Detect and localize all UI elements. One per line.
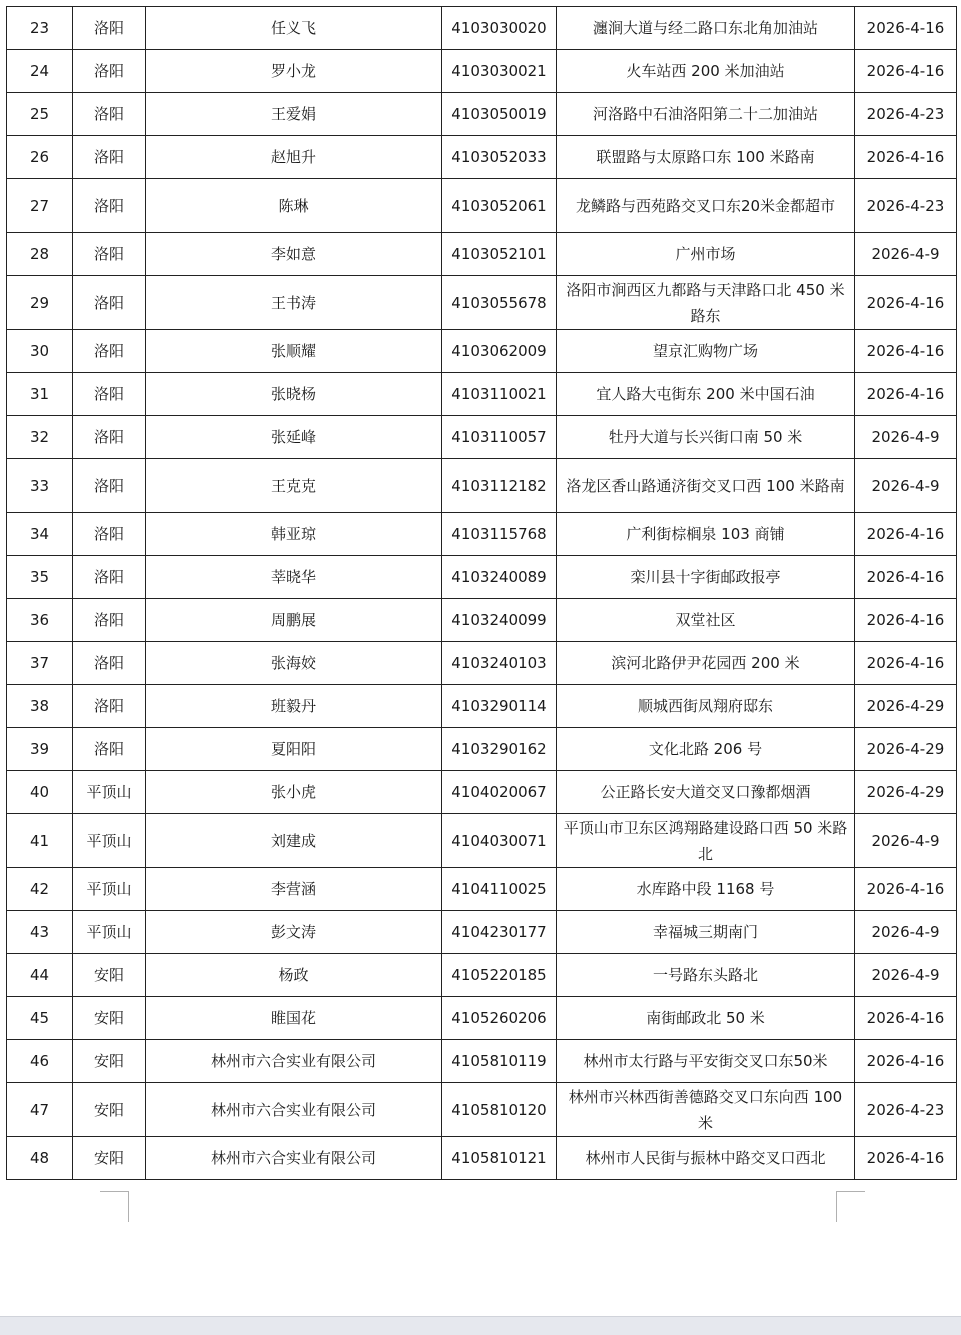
cell-code: 4103055678	[442, 276, 557, 330]
cell-date: 2026-4-16	[855, 50, 957, 93]
table-row	[7, 1040, 957, 1083]
cell-address: 林州市人民街与振林中路交叉口西北	[557, 1137, 855, 1180]
cell-number: 31	[7, 373, 73, 416]
table-row	[7, 330, 957, 373]
cell-date: 2026-4-9	[855, 233, 957, 276]
table-row	[7, 599, 957, 642]
cell-code: 4103110021	[442, 373, 557, 416]
retailer-table	[6, 6, 957, 1180]
cell-code: 4104230177	[442, 911, 557, 954]
cell-city: 平顶山	[73, 771, 146, 814]
cell-date: 2026-4-9	[855, 954, 957, 997]
cell-number: 34	[7, 513, 73, 556]
cell-date: 2026-4-16	[855, 7, 957, 50]
cell-name: 夏阳阳	[146, 728, 442, 771]
cell-name: 王书涛	[146, 276, 442, 330]
cell-name: 林州市六合实业有限公司	[146, 1083, 442, 1137]
cell-name: 张延峰	[146, 416, 442, 459]
cell-number: 38	[7, 685, 73, 728]
cell-city: 洛阳	[73, 50, 146, 93]
cell-city: 安阳	[73, 954, 146, 997]
cell-address: 滨河北路伊尹花园西 200 米	[557, 642, 855, 685]
cell-date: 2026-4-16	[855, 330, 957, 373]
cell-code: 4103110057	[442, 416, 557, 459]
cell-city: 洛阳	[73, 556, 146, 599]
cell-address: 双堂社区	[557, 599, 855, 642]
cell-number: 29	[7, 276, 73, 330]
table-row	[7, 93, 957, 136]
cell-code: 4103115768	[442, 513, 557, 556]
cell-name: 张顺耀	[146, 330, 442, 373]
cell-name: 林州市六合实业有限公司	[146, 1040, 442, 1083]
table-row	[7, 1137, 957, 1180]
cell-number: 46	[7, 1040, 73, 1083]
cell-address: 河洛路中石油洛阳第二十二加油站	[557, 93, 855, 136]
cell-code: 4104020067	[442, 771, 557, 814]
cell-number: 32	[7, 416, 73, 459]
cell-city: 安阳	[73, 997, 146, 1040]
cell-number: 42	[7, 868, 73, 911]
cell-date: 2026-4-29	[855, 685, 957, 728]
cell-city: 洛阳	[73, 373, 146, 416]
table-row	[7, 556, 957, 599]
cell-code: 4103240089	[442, 556, 557, 599]
cell-number: 35	[7, 556, 73, 599]
cell-address: 宜人路大屯街东 200 米中国石油	[557, 373, 855, 416]
cell-city: 洛阳	[73, 416, 146, 459]
cell-address: 牡丹大道与长兴街口南 50 米	[557, 416, 855, 459]
cell-date: 2026-4-9	[855, 911, 957, 954]
cell-city: 平顶山	[73, 814, 146, 868]
cell-city: 洛阳	[73, 728, 146, 771]
cell-address: 洛龙区香山路通济街交叉口西 100 米路南	[557, 459, 855, 513]
cell-city: 平顶山	[73, 868, 146, 911]
cell-name: 王克克	[146, 459, 442, 513]
cell-name: 睢国花	[146, 997, 442, 1040]
cell-name: 陈琳	[146, 179, 442, 233]
cell-city: 洛阳	[73, 136, 146, 179]
cell-city: 安阳	[73, 1083, 146, 1137]
cell-code: 4103062009	[442, 330, 557, 373]
cell-city: 洛阳	[73, 513, 146, 556]
cell-address: 公正路长安大道交叉口豫都烟酒	[557, 771, 855, 814]
cell-code: 4103050019	[442, 93, 557, 136]
cell-code: 4105220185	[442, 954, 557, 997]
table-row	[7, 136, 957, 179]
cell-number: 48	[7, 1137, 73, 1180]
table-row	[7, 642, 957, 685]
table-row	[7, 276, 957, 330]
cell-date: 2026-4-16	[855, 1137, 957, 1180]
cell-address: 文化北路 206 号	[557, 728, 855, 771]
cell-number: 43	[7, 911, 73, 954]
cell-code: 4103290114	[442, 685, 557, 728]
cell-name: 张晓杨	[146, 373, 442, 416]
cell-address: 一号路东头路北	[557, 954, 855, 997]
cell-code: 4103030020	[442, 7, 557, 50]
cell-date: 2026-4-23	[855, 179, 957, 233]
page-corner-mark-left	[100, 1191, 129, 1222]
table-row	[7, 416, 957, 459]
table-row	[7, 50, 957, 93]
cell-city: 洛阳	[73, 93, 146, 136]
cell-date: 2026-4-16	[855, 642, 957, 685]
cell-name: 张海姣	[146, 642, 442, 685]
cell-address: 联盟路与太原路口东 100 米路南	[557, 136, 855, 179]
cell-number: 44	[7, 954, 73, 997]
cell-date: 2026-4-9	[855, 416, 957, 459]
cell-city: 洛阳	[73, 685, 146, 728]
cell-number: 23	[7, 7, 73, 50]
cell-name: 李如意	[146, 233, 442, 276]
cell-name: 刘建成	[146, 814, 442, 868]
cell-code: 4103030021	[442, 50, 557, 93]
cell-code: 4103240099	[442, 599, 557, 642]
table-row	[7, 7, 957, 50]
cell-name: 韩亚琼	[146, 513, 442, 556]
cell-city: 平顶山	[73, 911, 146, 954]
cell-number: 27	[7, 179, 73, 233]
cell-date: 2026-4-16	[855, 373, 957, 416]
cell-address: 火车站西 200 米加油站	[557, 50, 855, 93]
cell-number: 40	[7, 771, 73, 814]
table-body	[7, 7, 957, 1180]
cell-name: 赵旭升	[146, 136, 442, 179]
cell-city: 洛阳	[73, 276, 146, 330]
cell-code: 4105810119	[442, 1040, 557, 1083]
cell-number: 41	[7, 814, 73, 868]
cell-city: 洛阳	[73, 642, 146, 685]
cell-address: 水库路中段 1168 号	[557, 868, 855, 911]
cell-address: 顺城西街凤翔府邸东	[557, 685, 855, 728]
cell-city: 洛阳	[73, 459, 146, 513]
cell-code: 4103112182	[442, 459, 557, 513]
cell-date: 2026-4-16	[855, 513, 957, 556]
cell-date: 2026-4-16	[855, 868, 957, 911]
cell-number: 30	[7, 330, 73, 373]
cell-name: 周鹏展	[146, 599, 442, 642]
cell-name: 任义飞	[146, 7, 442, 50]
cell-city: 安阳	[73, 1137, 146, 1180]
cell-city: 洛阳	[73, 599, 146, 642]
cell-address: 林州市兴林西街善德路交叉口东向西 100 米	[557, 1083, 855, 1137]
page-corner-mark-right	[836, 1191, 865, 1222]
cell-address: 栾川县十字街邮政报亭	[557, 556, 855, 599]
table-row	[7, 771, 957, 814]
cell-name: 莘晓华	[146, 556, 442, 599]
cell-code: 4105810120	[442, 1083, 557, 1137]
cell-date: 2026-4-16	[855, 556, 957, 599]
cell-code: 4103052033	[442, 136, 557, 179]
cell-address: 南街邮政北 50 米	[557, 997, 855, 1040]
table-row	[7, 179, 957, 233]
cell-date: 2026-4-29	[855, 728, 957, 771]
cell-number: 39	[7, 728, 73, 771]
cell-date: 2026-4-16	[855, 997, 957, 1040]
cell-city: 安阳	[73, 1040, 146, 1083]
cell-number: 24	[7, 50, 73, 93]
cell-date: 2026-4-23	[855, 93, 957, 136]
cell-date: 2026-4-29	[855, 771, 957, 814]
cell-code: 4105810121	[442, 1137, 557, 1180]
cell-code: 4104030071	[442, 814, 557, 868]
cell-number: 36	[7, 599, 73, 642]
cell-city: 洛阳	[73, 233, 146, 276]
cell-address: 瀍涧大道与经二路口东北角加油站	[557, 7, 855, 50]
cell-city: 洛阳	[73, 7, 146, 50]
cell-address: 广州市场	[557, 233, 855, 276]
cell-address: 平顶山市卫东区鸿翔路建设路口西 50 米路北	[557, 814, 855, 868]
cell-number: 33	[7, 459, 73, 513]
cell-name: 彭文涛	[146, 911, 442, 954]
cell-name: 张小虎	[146, 771, 442, 814]
table-row	[7, 728, 957, 771]
cell-name: 王爱娟	[146, 93, 442, 136]
cell-date: 2026-4-23	[855, 1083, 957, 1137]
cell-address: 龙鳞路与西苑路交叉口东20米金都超市	[557, 179, 855, 233]
cell-code: 4103290162	[442, 728, 557, 771]
table-row	[7, 373, 957, 416]
table-row	[7, 459, 957, 513]
cell-number: 37	[7, 642, 73, 685]
cell-city: 洛阳	[73, 179, 146, 233]
cell-name: 班毅丹	[146, 685, 442, 728]
cell-date: 2026-4-9	[855, 814, 957, 868]
cell-name: 李营涵	[146, 868, 442, 911]
cell-date: 2026-4-9	[855, 459, 957, 513]
cell-address: 洛阳市涧西区九都路与天津路口北 450 米路东	[557, 276, 855, 330]
table-row	[7, 868, 957, 911]
cell-date: 2026-4-16	[855, 599, 957, 642]
table-row	[7, 911, 957, 954]
cell-name: 林州市六合实业有限公司	[146, 1137, 442, 1180]
cell-code: 4103052061	[442, 179, 557, 233]
table-row	[7, 685, 957, 728]
table-row	[7, 954, 957, 997]
cell-code: 4104110025	[442, 868, 557, 911]
cell-date: 2026-4-16	[855, 136, 957, 179]
table-row	[7, 814, 957, 868]
cell-address: 广利街棕榈泉 103 商铺	[557, 513, 855, 556]
cell-city: 洛阳	[73, 330, 146, 373]
table-row	[7, 233, 957, 276]
cell-number: 25	[7, 93, 73, 136]
cell-number: 28	[7, 233, 73, 276]
cell-address: 林州市太行路与平安街交叉口东50米	[557, 1040, 855, 1083]
cell-name: 罗小龙	[146, 50, 442, 93]
cell-code: 4103240103	[442, 642, 557, 685]
cell-address: 望京汇购物广场	[557, 330, 855, 373]
cell-date: 2026-4-16	[855, 276, 957, 330]
table-row	[7, 513, 957, 556]
table-row	[7, 1083, 957, 1137]
cell-date: 2026-4-16	[855, 1040, 957, 1083]
table-row	[7, 997, 957, 1040]
cell-number: 45	[7, 997, 73, 1040]
cell-code: 4103052101	[442, 233, 557, 276]
cell-address: 幸福城三期南门	[557, 911, 855, 954]
viewer-bottom-bar	[0, 1316, 961, 1335]
cell-number: 47	[7, 1083, 73, 1137]
cell-number: 26	[7, 136, 73, 179]
cell-code: 4105260206	[442, 997, 557, 1040]
cell-name: 杨政	[146, 954, 442, 997]
